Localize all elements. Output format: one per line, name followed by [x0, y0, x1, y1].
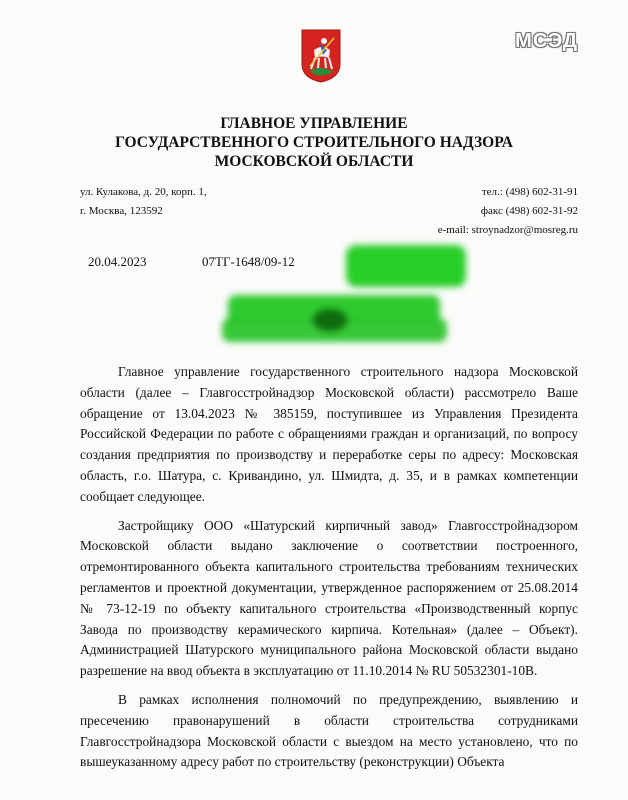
letter-date: 20.04.2023 [88, 254, 147, 269]
redaction-dark-spot [312, 308, 348, 332]
org-line: ГОСУДАРСТВЕННОГО СТРОИТЕЛЬНОГО НАДЗОРА [115, 134, 513, 151]
body-paragraph: Главное управление государственного строительного надзора Московской области (далее – Главгосстройнадзор Московской области) рассмотрело Ваше обращение от 13.04.2023 № 385159, поступившее из Управления Президента Российской Федерации по работе с обращениями граждан и организаций, по вопросу создания предприятия по производству и переработке серы по адресу: Московская область, г.о. Шатура, с. Кривандино, ул. Шмидта, д. 35, и в рамках компетенции сообщает следующее. [80, 364, 578, 504]
org-line: ГЛАВНОЕ УПРАВЛЕНИЕ [220, 115, 408, 132]
email: e-mail: stroynadzor@mosreg.ru [437, 224, 578, 236]
registration-number: 07ТГ-1648/09-12 [202, 254, 295, 269]
org-line: МОСКОВСКОЙ ОБЛАСТИ [214, 153, 414, 170]
coat-of-arms-icon [300, 28, 342, 84]
address-line: г. Москва, 123592 [80, 205, 163, 217]
contacts [438, 183, 578, 240]
letter-body [80, 362, 578, 781]
msed-stamp: МСЭД [515, 30, 578, 52]
body-paragraph: В рамках исполнения полномочий по предупреждению, выявлению и пресечению правонарушений в области строительства сотрудниками Главгосстройнадзора Московской области с выездом на место установлено, что по вышеуказанному адресу работ по строительству (реконструкции) Объекта [80, 691, 578, 770]
address-line: ул. Кулакова, д. 20, корп. 1, [80, 186, 207, 198]
redaction-recipient-mid [228, 295, 440, 323]
postal-address [80, 183, 207, 221]
organization-name [0, 114, 628, 171]
body-paragraph: Застройщику ООО «Шатурский кирпичный завод» Главгосстройнадзором Московской области выдано заключение о соответствии построенного, отремонтированного объекта капитального строительства требованиям технических регламентов и проектной документации, утвержденное распоряжением от 25.08.2014 № 73-12-19 по объекту капитального строительства «Производственный корпус Завода по производству керамического кирпича. Котельная» (далее – Объект). Администрацией Шатурского муниципального района Московской области выдано разрешение на ввод объекта в эксплуатацию от 11.10.2014 № RU 50532301-10В. [80, 517, 578, 679]
fax: факс (498) 602-31-92 [480, 205, 578, 217]
redaction-recipient-low [222, 318, 447, 342]
phone: тел.: (498) 602-31-91 [481, 186, 578, 198]
redaction-recipient-top [346, 245, 466, 287]
